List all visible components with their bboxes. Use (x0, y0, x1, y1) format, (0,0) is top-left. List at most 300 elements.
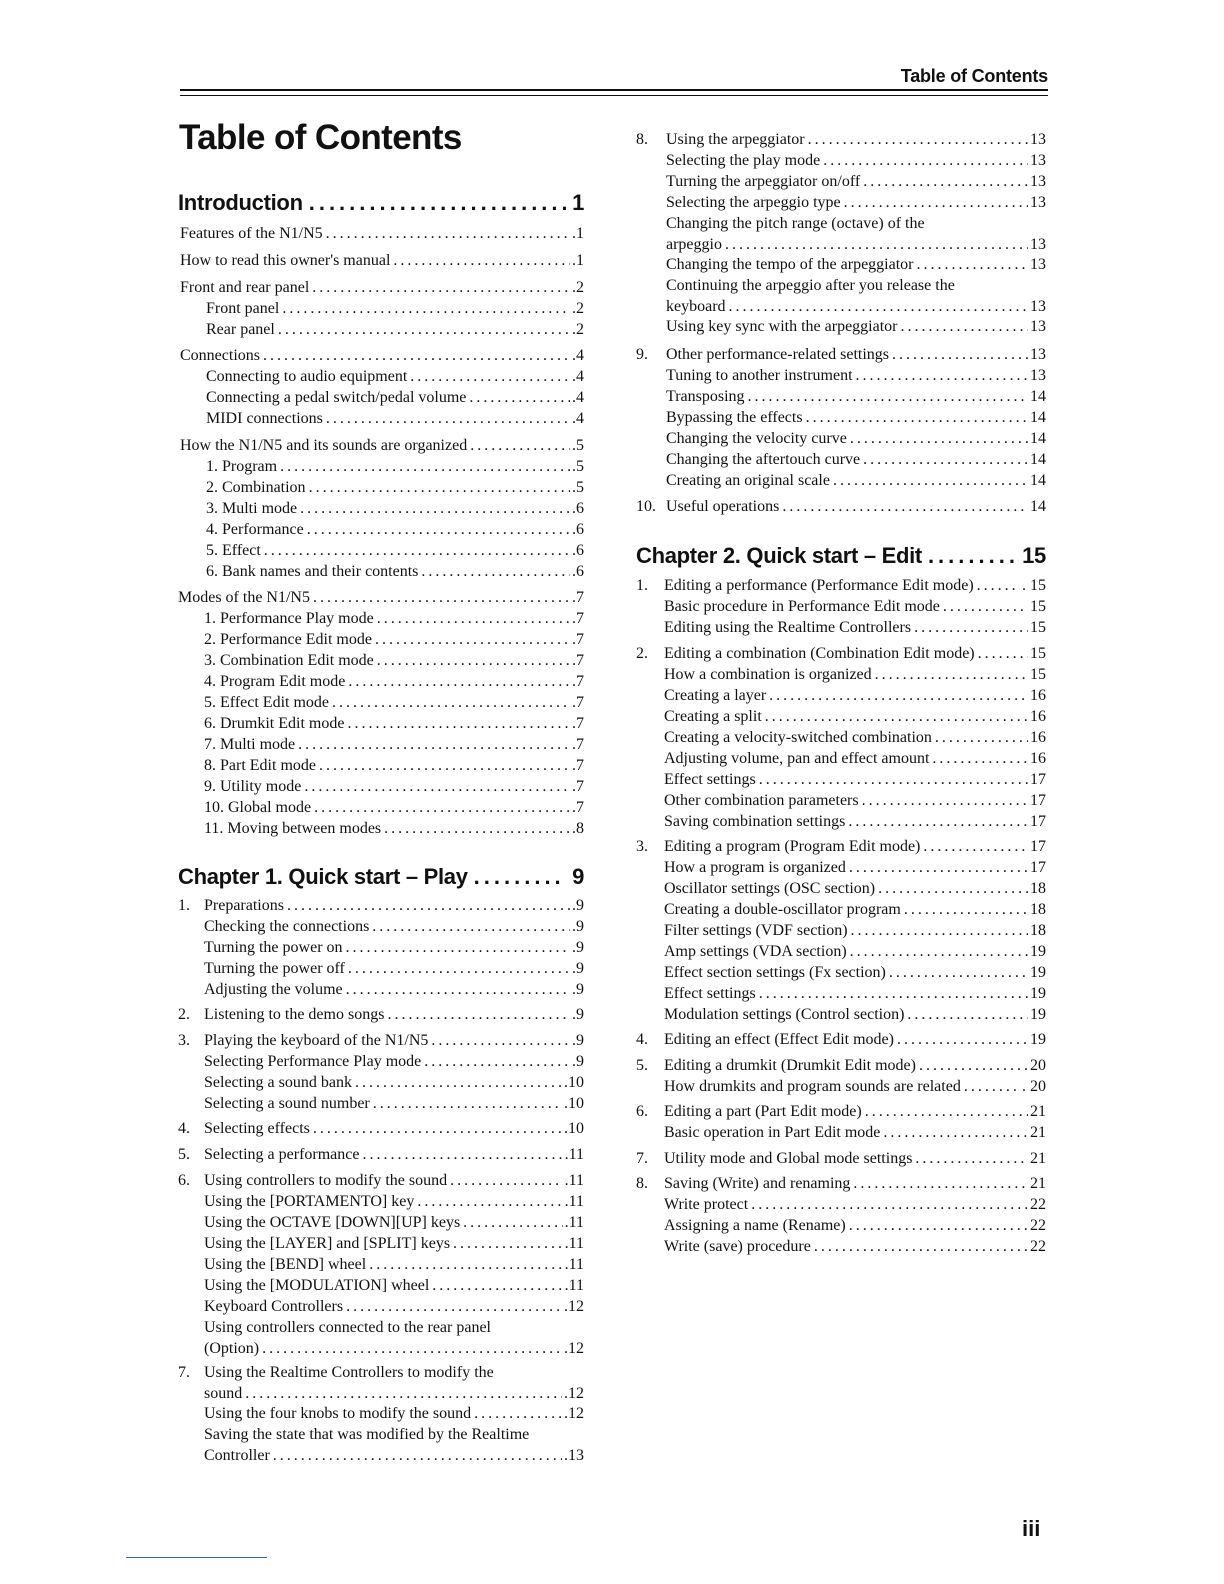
entry-title: Oscillator settings (OSC section) (664, 880, 876, 897)
entry-page-number: .4 (572, 410, 584, 427)
entry-page-number: 21 (1030, 1103, 1046, 1120)
toc-entry[interactable] (664, 707, 1046, 728)
entry-title: 4. Performance (206, 521, 304, 538)
dot-leader (850, 1174, 1028, 1195)
dot-leader (275, 320, 570, 341)
toc-entry[interactable] (204, 714, 584, 735)
entry-page-number: .8 (572, 820, 584, 837)
toc-entry[interactable] (664, 597, 1046, 618)
toc-entry[interactable] (178, 1005, 584, 1026)
dot-leader (343, 980, 570, 1001)
entry-page-number: .11 (564, 1235, 584, 1252)
toc-entry[interactable] (178, 896, 584, 917)
entry-number: 10. (636, 498, 656, 515)
entry-page-number: 21 (1030, 1150, 1046, 1167)
dot-leader (974, 576, 1020, 597)
toc-entry[interactable] (204, 1234, 584, 1255)
entry-title: Editing an effect (Effect Edit mode) (664, 1031, 894, 1048)
page-title: Table of Contents (179, 118, 462, 157)
toc-entry[interactable] (664, 728, 1046, 749)
toc-entry[interactable] (666, 471, 1046, 492)
entry-page-number: .1 (572, 252, 584, 269)
dot-leader (940, 597, 1028, 618)
toc-entry[interactable] (636, 837, 1046, 858)
toc-entry[interactable] (664, 984, 1046, 1005)
entry-page-number: .7 (572, 757, 584, 774)
entry-page-number: .7 (572, 799, 584, 816)
entry-page-number: .9 (572, 981, 584, 998)
entry-title: Front and rear panel (180, 279, 310, 296)
toc-entry[interactable] (180, 251, 584, 272)
toc-entry[interactable] (178, 1363, 584, 1404)
dot-leader (343, 1297, 562, 1318)
dot-leader (848, 921, 1028, 942)
dot-leader (466, 388, 570, 409)
toc-entry[interactable] (666, 387, 1046, 408)
entry-page-number: 15 (1030, 619, 1046, 636)
entry-title: Write (save) procedure (664, 1238, 811, 1255)
dot-leader (756, 984, 1028, 1005)
entry-title: Filter settings (VDF section) (664, 922, 848, 939)
toc-entry[interactable] (204, 819, 584, 840)
dot-leader (922, 541, 1016, 571)
dot-leader (748, 1195, 1028, 1216)
dot-leader (841, 193, 1028, 214)
entry-number: 4. (636, 1031, 648, 1048)
dot-leader (260, 346, 570, 367)
entry-title: How drumkits and program sounds are related (664, 1078, 961, 1095)
entry-title: Using controllers to modify the sound (204, 1172, 448, 1189)
dot-leader (901, 900, 1028, 921)
dot-leader (370, 1094, 562, 1115)
entry-page-number: .11 (564, 1277, 584, 1294)
toc-entry[interactable] (204, 777, 584, 798)
toc-entry[interactable] (664, 1216, 1046, 1237)
entry-page-number: .9 (572, 960, 584, 977)
entry-page-number: 21 (1030, 1175, 1046, 1192)
entry-text-line: Continuing the arpeggio after you release the (666, 277, 955, 294)
toc-entry[interactable] (206, 457, 584, 478)
dot-leader (860, 172, 1028, 193)
toc-entry[interactable] (204, 630, 584, 651)
toc-entry[interactable] (180, 436, 584, 457)
entry-title: Adjusting the volume (204, 981, 343, 998)
entry-page-number: 15 (1030, 666, 1046, 683)
entry-page-number: 16 (1030, 687, 1046, 704)
dot-leader (911, 618, 1028, 639)
entry-page-number: 18 (1030, 901, 1046, 918)
toc-entry[interactable] (664, 879, 1046, 900)
dot-leader (916, 1056, 1028, 1077)
entry-title: sound (204, 1384, 243, 1402)
toc-entry[interactable] (664, 900, 1046, 921)
entry-page-number: . 20 (1022, 1078, 1046, 1095)
entry-title: keyboard (666, 297, 726, 315)
toc-entry[interactable] (206, 320, 584, 341)
dot-leader (846, 1216, 1028, 1237)
entry-title: Connections (180, 347, 260, 364)
toc-entry[interactable] (664, 812, 1046, 833)
toc-entry[interactable] (204, 1404, 584, 1425)
entry-title: 1. Performance Play mode (204, 610, 374, 627)
entry-page-number: .10 (564, 1095, 584, 1112)
toc-entry[interactable] (204, 938, 584, 959)
chapter-page-number: 9 (572, 864, 584, 889)
entry-title: Using the [LAYER] and [SPLIT] keys (204, 1235, 451, 1252)
entry-title: Using the [MODULATION] wheel (204, 1277, 430, 1294)
entry-page-number: 18 (1030, 922, 1046, 939)
entry-number: 7. (178, 1364, 190, 1381)
toc-entry[interactable] (204, 756, 584, 777)
entry-page-number: 17 (1030, 859, 1046, 876)
entry-title: 6. Drumkit Edit mode (204, 715, 345, 732)
dot-leader (853, 366, 1028, 387)
toc-entry[interactable] (204, 1213, 584, 1234)
entry-title: Modes of the N1/N5 (178, 589, 310, 606)
entry-page-number: 22 (1030, 1238, 1046, 1255)
entry-title: Selecting effects (204, 1120, 310, 1137)
entry-title: Saving combination settings (664, 813, 846, 830)
dot-leader (471, 1404, 562, 1425)
entry-page-number: 13 (1030, 152, 1046, 169)
entry-title: 1. Program (206, 458, 278, 475)
entry-page-number: 13 (1030, 173, 1046, 190)
dot-leader (875, 879, 1028, 900)
toc-entry[interactable] (636, 644, 1046, 665)
toc-entry[interactable] (664, 1237, 1046, 1258)
page-number: iii (1022, 1516, 1041, 1541)
dot-leader (384, 1005, 570, 1026)
entry-title: How a program is organized (664, 859, 846, 876)
entry-number: 5. (178, 1146, 190, 1163)
entry-title: arpeggio (666, 235, 722, 253)
entry-title: Effect section settings (Fx section) (664, 964, 886, 981)
toc-entry[interactable] (206, 562, 584, 583)
toc-entry[interactable] (636, 576, 1046, 597)
toc-entry[interactable] (204, 1094, 584, 1115)
dot-leader (374, 609, 570, 630)
entry-title: Selecting Performance Play mode (204, 1053, 422, 1070)
entry-title: Other performance-related settings (666, 346, 890, 363)
link-underline (126, 1557, 267, 1558)
entry-title: (Option) (204, 1339, 260, 1357)
dot-leader (859, 791, 1028, 812)
toc-entry[interactable] (664, 1123, 1046, 1144)
dot-leader (762, 707, 1028, 728)
toc-entry[interactable] (636, 1149, 1046, 1170)
entry-title: Features of the N1/N5 (180, 225, 323, 242)
dot-leader (898, 317, 1029, 338)
entry-page-number: .9 (572, 897, 584, 914)
entry-title: Changing the aftertouch curve (666, 451, 861, 468)
dot-leader (722, 235, 1028, 256)
toc-entry[interactable] (666, 429, 1046, 450)
entry-title: Modulation settings (Control section) (664, 1006, 905, 1023)
toc-entry[interactable] (666, 276, 1046, 317)
entry-page-number: .7 (572, 736, 584, 753)
toc-entry[interactable] (666, 255, 1046, 276)
dot-leader (366, 1255, 562, 1276)
toc-entry[interactable] (178, 1031, 584, 1052)
toc-entry[interactable] (204, 959, 584, 980)
toc-entry[interactable] (180, 224, 584, 245)
toc-entry[interactable] (204, 609, 584, 630)
entry-title: Selecting a sound number (204, 1095, 370, 1112)
toc-entry[interactable] (178, 588, 584, 609)
dot-leader (369, 917, 570, 938)
entry-title: Checking the connections (204, 918, 370, 935)
entry-page-number: 14 (1030, 430, 1046, 447)
toc-entry[interactable] (664, 858, 1046, 879)
entry-page-number: 19 (1030, 985, 1046, 1002)
entry-title: Creating a double-oscillator program (664, 901, 901, 918)
entry-number: 6. (178, 1172, 190, 1189)
entry-page-number: .10 (564, 1120, 584, 1137)
entry-title: 2. Performance Edit mode (204, 631, 372, 648)
entry-page-number: 16 (1030, 708, 1046, 725)
toc-entry[interactable] (180, 346, 584, 367)
toc-entry[interactable] (664, 749, 1046, 770)
entry-page-number: 19 (1030, 1031, 1046, 1048)
entry-page-number: .7 (572, 631, 584, 648)
dot-leader (261, 541, 570, 562)
entry-page-number: .2 (572, 300, 584, 317)
entry-page-number: .10 (564, 1074, 584, 1091)
toc-entry[interactable] (636, 497, 1046, 518)
entry-page-number: 21 (1030, 1124, 1046, 1141)
entry-page-number: .12 (564, 1384, 584, 1402)
toc-entry[interactable] (666, 172, 1046, 193)
toc-entry[interactable] (666, 151, 1046, 172)
toc-entry[interactable] (204, 1297, 584, 1318)
toc-entry[interactable] (204, 1192, 584, 1213)
entry-title: Using the arpeggiator (666, 131, 805, 148)
toc-entry[interactable] (664, 942, 1046, 963)
entry-page-number: 19 (1030, 943, 1046, 960)
entry-page-number: 14 (1030, 388, 1046, 405)
entry-number: 8. (636, 131, 648, 148)
toc-entry[interactable] (204, 672, 584, 693)
entry-page-number: .9 (572, 1006, 584, 1023)
entry-title: 11. Moving between modes (204, 820, 382, 837)
entry-title: 8. Part Edit mode (204, 757, 316, 774)
toc-entry[interactable] (204, 651, 584, 672)
toc-entry[interactable] (666, 366, 1046, 387)
entry-title: How the N1/N5 and its sounds are organized (180, 437, 468, 454)
introduction-heading[interactable] (178, 188, 584, 218)
toc-entry[interactable] (206, 478, 584, 499)
entry-title: Listening to the demo songs (204, 1006, 385, 1023)
chapter-title: Chapter 1. Quick start – Play (178, 864, 468, 889)
entry-page-number: .5 (572, 458, 584, 475)
entry-title: Transposing (666, 388, 745, 405)
entry-page-number: .6 (572, 563, 584, 580)
entry-title: Tuning to another instrument (666, 367, 853, 384)
entry-title: Editing a program (Program Edit mode) (664, 838, 921, 855)
dot-leader (421, 1052, 570, 1073)
toc-entry[interactable] (636, 345, 1046, 366)
entry-title: Write protect (664, 1196, 749, 1213)
dot-leader (467, 436, 570, 457)
dot-leader (284, 896, 570, 917)
toc-entry[interactable] (666, 408, 1046, 429)
toc-entry[interactable] (636, 1174, 1046, 1195)
toc-entry[interactable] (664, 665, 1046, 686)
toc-entry[interactable] (664, 1195, 1046, 1216)
entry-title: Editing a part (Part Edit mode) (664, 1103, 862, 1120)
toc-entry[interactable] (664, 963, 1046, 984)
entry-title: Using the four knobs to modify the sound (204, 1405, 472, 1422)
dot-leader (745, 387, 1028, 408)
toc-entry[interactable] (180, 278, 584, 299)
entry-title: Changing the tempo of the arpeggiator (666, 256, 914, 273)
entry-title: 4. Program Edit mode (204, 673, 346, 690)
toc-entry[interactable] (664, 686, 1046, 707)
toc-entry[interactable] (664, 1077, 1046, 1098)
toc-entry[interactable] (204, 1276, 584, 1297)
entry-title: Basic operation in Part Edit mode (664, 1124, 881, 1141)
toc-entry[interactable] (666, 193, 1046, 214)
entry-title: Using the OCTAVE [DOWN][UP] keys (204, 1214, 461, 1231)
toc-entry[interactable] (666, 214, 1046, 255)
toc-entry[interactable] (664, 618, 1046, 639)
toc-entry[interactable] (178, 1171, 584, 1192)
toc-entry[interactable] (204, 917, 584, 938)
entry-page-number: 19 (1030, 1006, 1046, 1023)
toc-entry[interactable] (664, 791, 1046, 812)
dot-leader (381, 819, 570, 840)
dot-leader (309, 278, 570, 299)
toc-entry[interactable] (204, 1255, 584, 1276)
entry-page-number: 13 (1030, 367, 1046, 384)
dot-leader (880, 1123, 1028, 1144)
toc-entry[interactable] (664, 1005, 1046, 1026)
toc-entry[interactable] (206, 367, 584, 388)
toc-entry[interactable] (206, 499, 584, 520)
chapter-title: Chapter 2. Quick start – Edit (636, 543, 922, 568)
toc-entry[interactable] (636, 1056, 1046, 1077)
entry-number: 4. (178, 1120, 190, 1137)
entry-title: Selecting the play mode (666, 152, 821, 169)
dot-leader (323, 224, 570, 245)
entry-title: Turning the power off (204, 960, 345, 977)
toc-entry[interactable] (206, 409, 584, 430)
entry-title: Creating a split (664, 708, 762, 725)
entry-page-number: .7 (572, 778, 584, 795)
toc-entry[interactable] (206, 299, 584, 320)
toc-entry[interactable] (206, 388, 584, 409)
dot-leader (311, 798, 570, 819)
toc-entry[interactable] (636, 130, 1046, 151)
dot-leader (460, 1213, 562, 1234)
toc-entry[interactable] (204, 1073, 584, 1094)
entry-title: Creating a velocity-switched combination (664, 729, 932, 746)
dot-leader (303, 188, 566, 218)
toc-entry[interactable] (204, 735, 584, 756)
toc-entry[interactable] (204, 1318, 584, 1359)
dot-leader (468, 862, 566, 892)
dot-leader (447, 1171, 563, 1192)
entry-title: Other combination parameters (664, 792, 859, 809)
dot-leader (323, 409, 570, 430)
entry-text-line: Using controllers connected to the rear panel (204, 1319, 491, 1336)
entry-title: Turning the power on (204, 939, 343, 956)
dot-leader (961, 1077, 1020, 1098)
dot-leader (913, 255, 1028, 276)
entry-title: Assigning a name (Rename) (664, 1217, 846, 1234)
entry-page-number: .9 (572, 939, 584, 956)
dot-leader (847, 429, 1028, 450)
dot-leader (904, 1005, 1028, 1026)
entry-page-number: .6 (572, 521, 584, 538)
entry-title: Creating a layer (664, 687, 767, 704)
toc-entry[interactable] (204, 1052, 584, 1073)
entry-title: Using the [PORTAMENTO] key (204, 1193, 415, 1210)
entry-number: 2. (178, 1006, 190, 1023)
entry-title: Connecting to audio equipment (206, 368, 408, 385)
entry-title: 5. Effect (206, 542, 261, 559)
dot-leader (277, 457, 570, 478)
toc-entry[interactable] (204, 1425, 584, 1466)
entry-title: Adjusting volume, pan and effect amount (664, 750, 930, 767)
dot-leader (359, 1145, 562, 1166)
toc-entry[interactable] (204, 980, 584, 1001)
dot-leader (450, 1234, 563, 1255)
toc-entry[interactable] (204, 693, 584, 714)
chapter2-heading[interactable] (636, 541, 1046, 571)
entry-title: Front panel (206, 300, 280, 317)
dot-leader (929, 749, 1028, 770)
dot-leader (372, 630, 570, 651)
entry-number: 1. (636, 577, 648, 594)
entry-title: Playing the keyboard of the N1/N5 (204, 1032, 429, 1049)
entry-title: Changing the velocity curve (666, 430, 847, 447)
toc-entry[interactable] (666, 450, 1046, 471)
toc-entry[interactable] (666, 317, 1046, 338)
dot-leader (304, 520, 570, 541)
toc-entry[interactable] (178, 1145, 584, 1166)
toc-entry[interactable] (206, 520, 584, 541)
entry-page-number: 18 (1030, 880, 1046, 897)
entry-page-number: .12 (564, 1339, 584, 1357)
toc-entry[interactable] (178, 1119, 584, 1140)
dot-leader (932, 728, 1028, 749)
entry-page-number: .12 (564, 1298, 584, 1315)
toc-entry[interactable] (664, 921, 1046, 942)
toc-entry[interactable] (206, 541, 584, 562)
entry-page-number: 13 (1030, 297, 1046, 315)
chapter1-heading[interactable] (178, 862, 584, 892)
toc-entry[interactable] (664, 770, 1046, 791)
dot-leader (345, 959, 570, 980)
dot-leader (407, 367, 570, 388)
entry-page-number: 14 (1030, 472, 1046, 489)
entry-number: 3. (178, 1032, 190, 1049)
toc-entry[interactable] (636, 1102, 1046, 1123)
toc-entry[interactable] (636, 1030, 1046, 1051)
toc-entry[interactable] (204, 798, 584, 819)
entry-title: Creating an original scale (666, 472, 830, 489)
entry-title: MIDI connections (206, 410, 323, 427)
chapter-title: Introduction (178, 190, 303, 215)
entry-title: Selecting the arpeggio type (666, 194, 841, 211)
entry-page-number: 13 (1030, 131, 1046, 148)
dot-leader (352, 1073, 562, 1094)
entry-page-number: .13 (564, 1446, 584, 1464)
entry-title: 6. Bank names and their contents (206, 563, 419, 580)
dot-leader (846, 858, 1028, 879)
entry-title: Using key sync with the arpeggiator (666, 318, 898, 335)
